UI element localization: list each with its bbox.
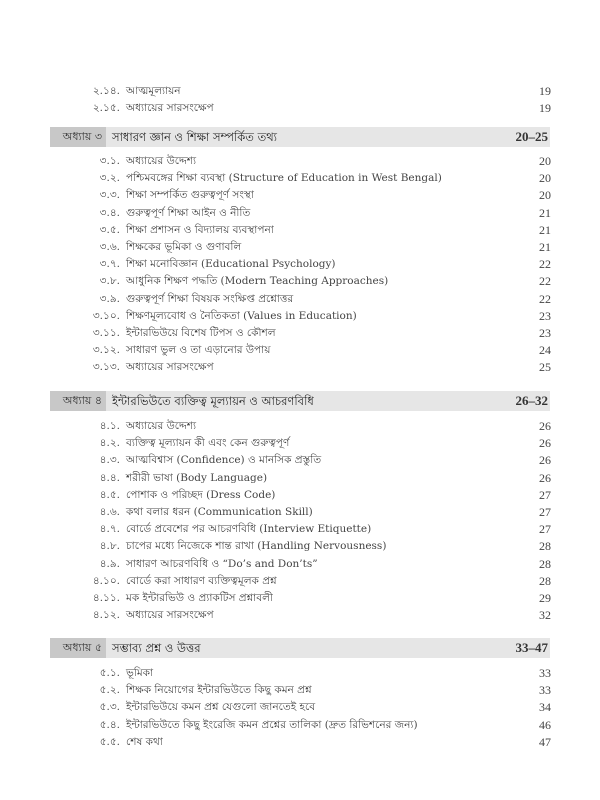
entry-title: ইন্টারভিউয়ে বিশেষ টিপস ও কৌশল [126, 327, 276, 339]
entry-title: ভূমিকা [126, 667, 154, 679]
entry-title: অধ্যায়ের উদ্দেশ্য [126, 155, 197, 167]
toc-entry [0, 239, 600, 256]
entry-number: ৪.১০. [92, 574, 120, 587]
entry-title: অধ্যায়ের সারসংক্ষেপ [126, 361, 214, 374]
entry-page: 26 [539, 470, 551, 485]
entry-number: ৫.২. [99, 684, 120, 697]
toc-entry [0, 308, 600, 325]
toc-entry [0, 435, 600, 452]
entry-number: ৫.৫. [99, 735, 120, 748]
toc-entry [0, 273, 600, 290]
toc-entry [0, 504, 600, 521]
entry-number: ৪.১১. [92, 592, 120, 604]
entry-page: 33 [539, 683, 551, 698]
entry-number: ৩.২. [99, 172, 120, 185]
entry-title: চাপের মধ্যে নিজেকে শান্ত রাখা (Handling Nervousness) [126, 540, 387, 553]
entry-title: সাধারণ আচরণবিধি ও “Do’s and Don’ts” [126, 557, 318, 570]
toc-entry [0, 556, 600, 573]
toc-entry [0, 665, 600, 682]
entry-title: অধ্যায়ের সারসংক্ষেপ [126, 102, 214, 114]
toc-entry [0, 187, 600, 204]
chapter-pages: 26–32 [515, 393, 548, 408]
toc-entry [0, 734, 600, 751]
toc-entry [0, 256, 600, 273]
chapter-title: ইন্টারভিউতে ব্যক্তিত্ব মূল্যায়ন ও আচরণবিধি [112, 394, 314, 408]
entry-page: 27 [539, 487, 551, 502]
chapter-header [50, 127, 550, 147]
entry-number: ২.১৪. [92, 85, 120, 97]
toc-entry [0, 452, 600, 469]
toc-entry [0, 470, 600, 487]
entry-title: আত্মমূল্যায়ন [126, 85, 181, 97]
entry-page: 20 [539, 154, 551, 168]
entry-number: ৩.৬. [99, 241, 120, 253]
entry-page: 26 [539, 453, 551, 468]
toc-entry [0, 573, 600, 590]
entry-title: গুরুত্বপূর্ণ শিক্ষা বিষয়ক সংক্ষিপ্ত প্রশ্নোত্তর [126, 292, 294, 305]
toc-entry [0, 342, 600, 359]
toc-entry [0, 83, 600, 100]
toc-entry [0, 607, 600, 624]
entry-number: ৪.১২. [92, 609, 120, 622]
entry-page: 46 [539, 717, 551, 732]
chapter-title: সাধারণ জ্ঞান ও শিক্ষা সম্পর্কিত তথ্য [112, 130, 277, 144]
entry-page: 34 [539, 700, 551, 715]
entry-page: 26 [539, 419, 551, 433]
entry-number: ৫.৪. [99, 718, 120, 731]
entry-page: 27 [539, 522, 551, 537]
entry-number: ৩.১৩. [92, 361, 120, 374]
entry-number: ৩.৮. [99, 275, 120, 288]
entry-title: ইন্টারভিউয়ে কমন প্রশ্ন যেগুলো জানতেই হবে [126, 701, 316, 714]
entry-page: 20 [539, 188, 551, 203]
entry-number: ৩.৩. [99, 189, 120, 202]
entry-page: 28 [539, 539, 551, 554]
entry-number: ৩.১০. [92, 309, 120, 322]
entry-title: শিক্ষণমূল্যবোধ ও নৈতিকতা (Values in Education) [126, 309, 357, 322]
chapter-title: সম্ভাব্য প্রশ্ন ও উত্তর [112, 641, 201, 655]
chapter-header [50, 638, 550, 658]
entry-title: ইন্টারভিউতে কিছু ইংরেজি কমন প্রশ্নের তালিকা (দ্রুত রিভিশনের জন্য) [126, 718, 418, 731]
entry-title: শিক্ষা সম্পর্কিত গুরুত্বপূর্ণ সংস্থা [126, 189, 254, 202]
entry-page: 27 [539, 505, 551, 519]
entry-number: ৩.১. [99, 155, 120, 167]
toc-entry [0, 699, 600, 716]
entry-page: 22 [539, 257, 551, 272]
entry-title: অধ্যায়ের সারসংক্ষেপ [126, 609, 214, 622]
entry-number: ৪.৫. [99, 488, 120, 501]
entry-title: গুরুত্বপূর্ণ শিক্ষা আইন ও নীতি [126, 206, 251, 219]
toc-entry [0, 682, 600, 699]
entry-title: শিক্ষা মনোবিজ্ঞান (Educational Psychology) [126, 258, 336, 271]
toc-entry [0, 418, 600, 435]
chapter-pages: 20–25 [515, 129, 548, 144]
chapter-pages: 33–47 [515, 640, 548, 655]
entry-page: 29 [539, 591, 551, 605]
entry-page: 32 [539, 608, 551, 623]
entry-number: ৩.১১. [92, 327, 120, 339]
entry-number: ৪.৯. [99, 557, 120, 570]
entry-number: ৪.৭. [99, 523, 120, 536]
toc-entry [0, 487, 600, 504]
toc-entry [0, 153, 600, 170]
entry-number: ৪.৩. [99, 454, 120, 467]
entry-page: 47 [539, 734, 551, 749]
entry-title: আধুনিক শিক্ষণ পদ্ধতি (Modern Teaching Approaches) [126, 275, 389, 288]
entry-number: ৪.৪. [99, 471, 120, 484]
entry-page: 19 [539, 101, 551, 115]
entry-title: আত্মবিশ্বাস (Confidence) ও মানসিক প্রস্তুতি [126, 454, 322, 467]
entry-number: ৪.৮. [99, 540, 120, 553]
entry-page: 23 [539, 326, 551, 340]
entry-number: ৩.৭. [99, 258, 120, 271]
chapter-header [50, 391, 550, 411]
entry-title: শিক্ষকের ভূমিকা ও গুণাবলি [126, 241, 242, 253]
entry-page: 26 [539, 436, 551, 451]
entry-page: 25 [539, 360, 551, 375]
entry-page: 21 [539, 222, 551, 237]
toc-entry [0, 170, 600, 187]
chapter-label: অধ্যায় ৪ [50, 391, 106, 411]
entry-page: 28 [539, 556, 551, 571]
entry-title: পশ্চিমবঙ্গের শিক্ষা ব্যবস্থা (Structure of Education in West Bengal) [126, 172, 442, 185]
toc-entry [0, 325, 600, 342]
toc-entry [0, 521, 600, 538]
entry-number: ৫.১. [99, 667, 120, 679]
entry-number: ৪.২. [99, 437, 120, 450]
entry-title: বোর্ডে প্রবেশের পর আচরণবিধি (Interview Etiquette) [126, 523, 372, 536]
entry-page: 20 [539, 171, 551, 186]
entry-number: ৪.১. [99, 420, 120, 432]
entry-title: মক ইন্টারভিউ ও প্র্যাকটিস প্রশ্নাবলী [126, 592, 273, 604]
entry-title: শেষ কথা [126, 735, 163, 748]
entry-number: ৩.৯. [99, 292, 120, 305]
entry-number: ৩.৫. [99, 223, 120, 236]
entry-title: ব্যক্তিত্ব মূল্যায়ন কী এবং কেন গুরুত্বপূর্ণ [126, 437, 290, 450]
toc-entry [0, 205, 600, 222]
entry-number: ৫.৩. [99, 701, 120, 714]
entry-number: ২.১৫. [92, 102, 120, 114]
entry-page: 22 [539, 291, 551, 306]
entry-number: ৩.৪. [99, 206, 120, 219]
entry-page: 28 [539, 573, 551, 588]
toc-entry [0, 291, 600, 308]
entry-title: বোর্ডে করা সাধারণ ব্যক্তিত্বমূলক প্রশ্ন [126, 574, 277, 587]
entry-title: শিক্ষা প্রশাসন ও বিদ্যালয় ব্যবস্থাপনা [126, 223, 274, 236]
entry-title: সাধারণ ভুল ও তা এড়ানোর উপায় [126, 344, 271, 357]
toc-entry [0, 590, 600, 607]
entry-number: ৩.১২. [92, 344, 120, 357]
entry-page: 21 [539, 205, 551, 220]
entry-page: 23 [539, 308, 551, 323]
entry-title: পোশাক ও পরিচ্ছদ (Dress Code) [126, 488, 276, 501]
entry-title: অধ্যায়ের উদ্দেশ্য [126, 420, 197, 432]
entry-page: 24 [539, 343, 551, 358]
entry-page: 33 [539, 666, 551, 680]
toc-entry [0, 717, 600, 734]
entry-title: শরীরী ভাষা (Body Language) [126, 471, 268, 484]
entry-page: 21 [539, 240, 551, 254]
toc-entry [0, 222, 600, 239]
entry-page: 19 [539, 84, 551, 98]
toc-entry [0, 359, 600, 376]
entry-number: ৪.৬. [99, 506, 120, 518]
toc-entry [0, 538, 600, 555]
chapter-label: অধ্যায় ৩ [50, 127, 106, 147]
entry-title: কথা বলার ধরন (Communication Skill) [126, 506, 313, 518]
toc-entry [0, 100, 600, 117]
entry-page: 22 [539, 274, 551, 289]
chapter-label: অধ্যায় ৫ [50, 638, 106, 658]
entry-title: শিক্ষক নিয়োগের ইন্টারভিউতে কিছু কমন প্রশ্ন [126, 684, 312, 697]
